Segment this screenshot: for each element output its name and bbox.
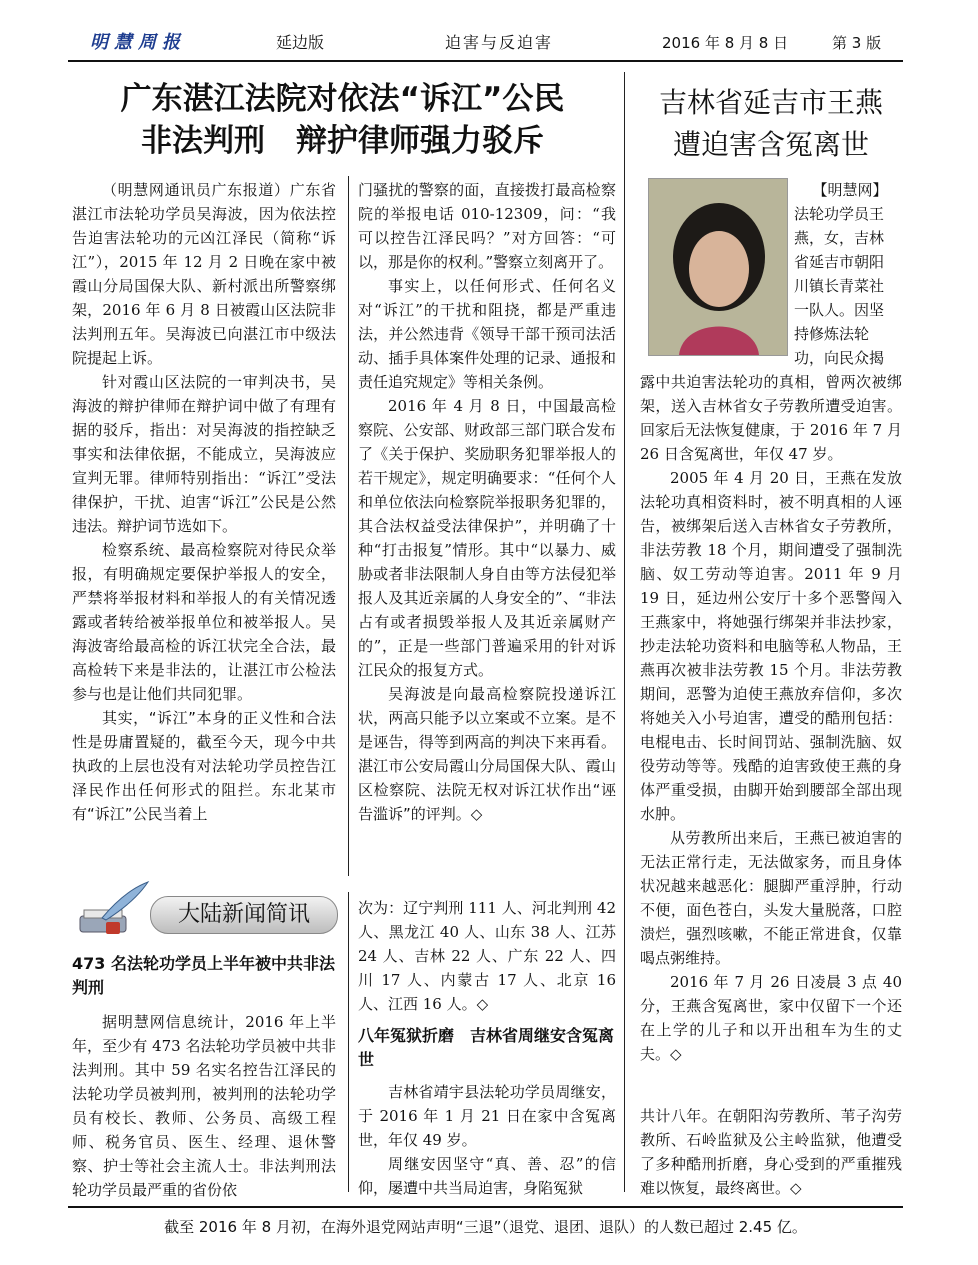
article2-body [640,370,902,1066]
page-number: 第 3 版 [832,34,882,52]
news-brief-banner [72,880,342,942]
column-divider-mid-bottom [348,892,349,1192]
text-line: 法轮功学员王 [794,205,885,223]
footer-rule [68,1206,903,1208]
section-label: 迫害与反迫害 [445,33,554,52]
text-line: 省延吉市朝阳 [794,253,885,271]
paragraph: 据明慧网信息统计，2016 年上半年，至少有 473 名法轮功学员被中共非法判刑。其中 59 名实名控告江泽民的法轮功学员被判刑，被判刑的法轮功学员有校长、教师、公务员、高级工程师、税务官员、医生、经理、退休警察、护士等社会主流人士。非法判刑法轮功学员最严重的省份依 [72,1013,336,1199]
paragraph: 吴海波是向最高检察院投递诉江状，两高只能予以立案或不立案。是不是诬告，得等到两高的判决下来再看。湛江市公安局霞山分局国保大队、霞山区检察院、法院无权对诉江状作出“诬告滥诉”的评判。◇ [358,685,616,823]
paragraph: 事实上，以任何形式、任何名义对“诉江”的干扰和阻挠，都是严重违法，并公然违背《领导干部干预司法活动、插手具体案件处理的记录、通报和责任追究规定》等相关条例。 [358,277,616,391]
paragraph: 2005 年 4 月 20 日，王燕在发放法轮功真相资料时，被不明真相的人诬告，被绑架后送入吉林省女子劳教所，非法劳教 18 个月，期间遭受了强制洗脑、奴工劳动等迫害。2011 年 9 月 19 日，延边州公安厅十多个恶警闯入王燕家中，将她强行绑架并非法抄家，抄走法轮功资料和电脑等私人物品，王燕再次被非法劳教 15 个月。非法劳教期间，恶警为迫使王燕放弃信仰，多次将她关入小号迫害，遭受的酷刑包括：电棍电击、长时间罚站、强制洗脑、奴役劳动等等。残酷的迫害致使王燕的身体严重受损，由脚开始到腰部全部出现水肿。 [640,469,902,823]
paragraph: 门骚扰的警察的面，直接拨打最高检察院的举报电话 010-12309，问：“我可以控告江泽民吗？”对方回答：“可以，那是你的权利。”警察立刻离开了。 [358,181,616,271]
paragraph: 次为：辽宁判刑 111 人、河北判刑 42 人、黑龙江 40 人、山东 38 人、江苏 24 人、吉林 22 人、广东 22 人、四川 17 人、内蒙古 17 人、北京 16 人、江西 16 人。◇ [358,899,616,1013]
article1-column-1 [72,178,336,826]
headline-line-2: 遭迫害含冤离世 [672,128,869,161]
headline-line-1: 广东湛江法院对依法“诉江”公民 [120,81,565,117]
header-rule [68,60,903,62]
text-line: 【明慧网】 [812,181,888,199]
brief2-continuation [640,1104,902,1200]
brief2-title: 八年冤狱折磨 吉林省周继安含冤离世 [358,1026,615,1069]
portrait-photo [648,178,788,356]
paragraph: （明慧网通讯员广东报道）广东省湛江市法轮功学员吴海波，因为依法控告迫害法轮功的元凶江泽民（简称“诉江”），2015 年 12 月 2 日晚在家中被霞山分局国保大队、新村派出所警察绑架，2016 年 6 月 8 日被霞山区法院非法判刑五年。吴海波已向湛江市中级法院提起上诉。 [72,181,336,367]
paragraph: 2016 年 4 月 8 日，中国最高检察院、公安部、财政部三部门联合发布了《关于保护、奖励职务犯罪举报人的若干规定》，规定明确要求：“任何个人和单位依法向检察院举报职务犯罪的，其合法权益受法律保护”，并明确了十种“打击报复”情形。其中“以暴力、威胁或者非法限制人身自由等方法侵犯举报人及其近亲属的人身安全的”、“非法占有或者损毁举报人及其近亲属财产的”，正是一些部门普遍采用的针对诉江民众的报复方式。 [358,397,616,679]
brief2-column [358,1080,616,1200]
paragraph: 吉林省靖宇县法轮功学员周继安，于 2016 年 1 月 21 日在家中含冤离世，年仅 49 岁。 [358,1083,616,1149]
paragraph: 共计八年。在朝阳沟劳教所、苇子沟劳教所、石岭监狱及公主岭监狱，他遭受了多种酷刑折磨，身心受到的严重摧残难以恢复，最终离世。◇ [640,1107,902,1197]
text-line: 功，向民众揭 [794,349,885,367]
text-line: 川镇长青菜社 [794,277,885,295]
paragraph: 露中共迫害法轮功的真相，曾两次被绑架，送入吉林省女子劳教所遭受迫害。回家后无法恢复健康，于 2016 年 7 月 26 日含冤离世，年仅 47 岁。 [640,373,902,463]
column-divider-mid-top [348,176,349,876]
paragraph: 针对霞山区法院的一审判决书，吴海波的辩护律师在辩护词中做了有理有据的驳斥，指出：对吴海波的指控缺乏事实和法律依据，不能成立，吴海波应宣判无罪。律师特别指出：“诉江”受法律保护，干扰、迫害“诉江”公民是公然违法。辩护词节选如下。 [72,373,336,535]
paragraph: 周继安因坚守“真、善、忍”的信仰，屡遭中共当局迫害，身陷冤狱 [358,1155,616,1197]
brief1-title: 473 名法轮功学员上半年被中共非法判刑 [72,954,335,997]
paragraph: 检察系统、最高检察院对待民众举报，有明确规定要保护举报人的安全，严禁将举报材料和举报人的有关情况透露或者转给被举报单位和被举报人。吴海波寄给最高检的诉江状完全合法，最高检转下来是非法的，让湛江市公检法参与也是让他们共同犯罪。 [72,541,336,703]
news-brief-label: 大陆新闻简讯 [177,902,310,927]
article-headline [70,78,615,162]
portrait-figure [649,179,787,355]
headline-line-1: 吉林省延吉市王燕 [658,86,883,119]
headline-line-2: 非法判刑 辩护律师强力驳斥 [141,123,544,159]
text-line: 燕，女，吉林 [794,229,885,247]
issue-date: 2016 年 8 月 8 日 [662,34,789,52]
footer-notice: 截至 2016 年 8 月初，在海外退党网站声明“三退”（退党、退团、退队）的人数已超过 2.45 亿。 [164,1218,807,1236]
text-line: 一队人。因坚 [794,301,885,319]
paragraph: 其实，“诉江”本身的正义性和合法性是毋庸置疑的，截至今天，现今中共执政的上层也没有对法轮功学员控告江泽民作出任何形式的阻拦。东北某市有“诉江”公民当着上 [72,709,336,823]
paragraph: 2016 年 7 月 26 日凌晨 3 点 40 分，王燕含冤离世，家中仅留下一个还在上学的儿子和以开出租车为生的丈夫。◇ [640,973,902,1063]
paragraph: 从劳教所出来后，王燕已被迫害的无法正常行走，无法做家务，而且身体状况越来越恶化：腿脚严重浮肿，行动不便，面色苍白，头发大量脱落，口腔溃烂，强烈咳嗽，不能正常进食，仅靠喝点粥维持。 [640,829,902,967]
brief1-column-2 [358,896,616,1016]
brief1-column-1 [72,1010,336,1202]
news-brief-pill [150,896,338,934]
article2-headline [634,82,908,166]
edition-label: 延边版 [276,33,325,52]
publication-brand: 明慧周报 [90,32,186,53]
column-divider-right [624,72,625,1192]
text-line: 持修炼法轮 [794,325,870,343]
article2-lead-wrap [794,178,906,370]
article1-column-2 [358,178,616,826]
quill-pen-icon [72,880,152,942]
